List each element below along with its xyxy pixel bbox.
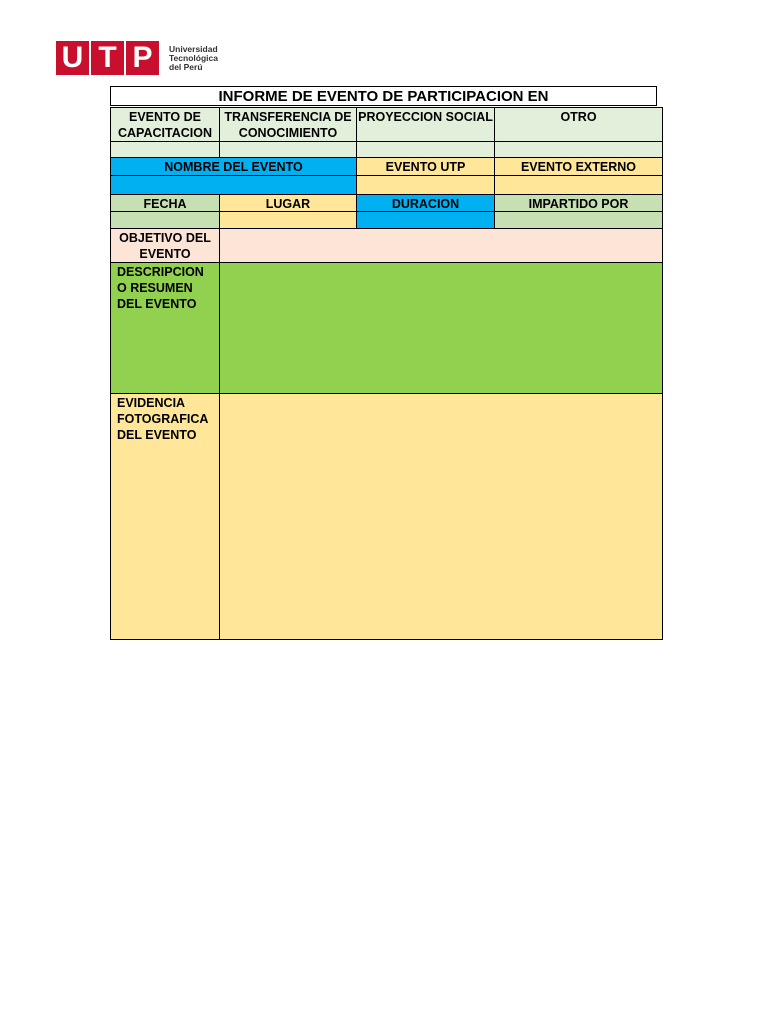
fecha-value[interactable] <box>110 211 220 229</box>
duracion-label: DURACION <box>356 194 495 212</box>
utp-logo <box>56 40 218 76</box>
form-title: INFORME DE EVENTO DE PARTICIPACION EN <box>110 86 657 106</box>
logo-letter-u: U <box>56 41 89 75</box>
nombre-evento-label: NOMBRE DEL EVENTO <box>110 157 357 176</box>
lugar-value[interactable] <box>219 211 357 229</box>
evento-utp-value[interactable] <box>356 175 495 195</box>
descripcion-value[interactable] <box>219 262 663 394</box>
type-proyeccion-social: PROYECCION SOCIAL <box>356 107 495 142</box>
logo-letter-t: T <box>91 41 124 75</box>
objetivo-value[interactable] <box>219 228 663 263</box>
logo-university-name: Universidad Tecnológica del Perú <box>169 43 218 72</box>
type-capacitacion: EVENTO DE CAPACITACION <box>110 107 220 142</box>
evidencia-value[interactable] <box>219 393 663 640</box>
evento-utp-label: EVENTO UTP <box>356 157 495 176</box>
impartido-por-label: IMPARTIDO POR <box>494 194 663 212</box>
impartido-por-value[interactable] <box>494 211 663 229</box>
duracion-value[interactable] <box>356 211 495 229</box>
evidencia-label: EVIDENCIA FOTOGRAFICA DEL EVENTO <box>110 393 220 640</box>
evento-externo-value[interactable] <box>494 175 663 195</box>
type-transferencia-value[interactable] <box>219 141 357 158</box>
logo-letter-p: P <box>126 41 159 75</box>
type-otro-value[interactable] <box>494 141 663 158</box>
fecha-label: FECHA <box>110 194 220 212</box>
type-proyeccion-value[interactable] <box>356 141 495 158</box>
evento-externo-label: EVENTO EXTERNO <box>494 157 663 176</box>
descripcion-label: DESCRIPCION O RESUMEN DEL EVENTO <box>110 262 220 394</box>
objetivo-label: OBJETIVO DEL EVENTO <box>110 228 220 263</box>
type-transferencia: TRANSFERENCIA DE CONOCIMIENTO <box>219 107 357 142</box>
type-otro: OTRO <box>494 107 663 142</box>
type-capacitacion-value[interactable] <box>110 141 220 158</box>
nombre-evento-value[interactable] <box>110 175 357 195</box>
lugar-label: LUGAR <box>219 194 357 212</box>
